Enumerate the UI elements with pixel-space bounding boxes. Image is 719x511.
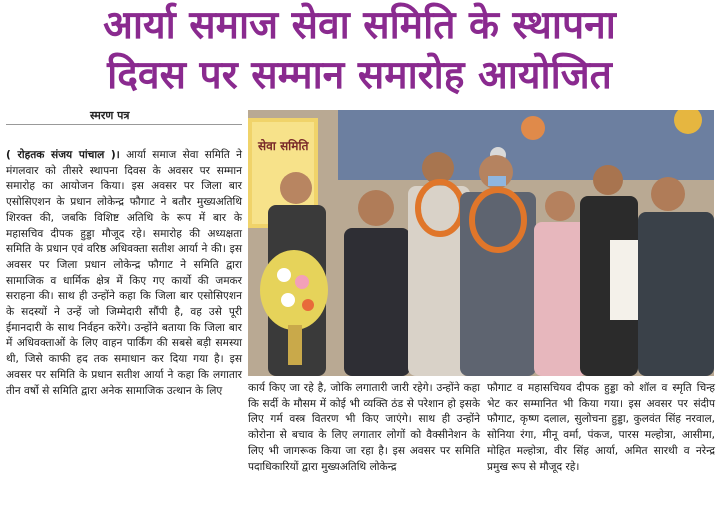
article-column-3 [487, 381, 715, 475]
article-column-1 [6, 148, 242, 399]
section-divider [6, 124, 242, 125]
column-3-text: फौगाट व महासचियव दीपक हुड्डा को शॉल व स्मृति चिन्ह भेट कर सम्मानित भी किया गया। इस अवसर पर संदीप फौगाट, कृष्ण दलाल, सुलोचना हुड्डा, कुलवंत सिंह नरवाल, सोनिया रंगा, मीनू वर्मा, पंकज, पारस मल्होत्रा, आसीमा, मोहित मल्होत्रा, वीर सिंह आर्या, अमित सारथी व नरेन्द्र प्रमुख रूप से मौजूद रहे। [487, 382, 715, 473]
column-1-text: आर्या समाज सेवा समिति ने मंगलवार को तीसरे स्थापना दिवस के अवसर पर सम्मान समारोह का आयोजन किया। इस अवसर पर जिला बार एसोसिएशन के प्रधान लोकेन्द्र फौगाट ने बतौर मुख्यअतिथि शिरक्त की, जबकि विशिष्ट अतिथि के रूप में बार के महासचिव दीपक हुड्डा मौजूद रहे। समारोह की अध्यक्षता समिति के प्रधान एवं वरिष्ठ अधिवक्ता सतीश आर्या ने की। इस अवसर पर जिला प्रधान लोकेन्द्र फौगाट ने समिति द्वारा सामाजिक व धार्मिक क्षेत्र में किए गए कार्यो की जमकर सराहना की। साथ ही उन्होंने कहा कि जिला बार एसोसिएशन के सदस्यों ने उन्हें जो जिम्मेदारी सौंपी है, वह उसे पूरी ईमानदारी के साथ निर्वहन करेंगे। उन्होंने बताया कि जिला बार में अधिवक्ताओं के लिए वाहन पार्किंग की सबसे बड़ी समस्या थी, जिसे काफी हद तक समाधान कर दिया गया है। इस अवसर पर समिति के प्रधान सतीश आर्या ने कहा कि लगातार तीन वर्षो से समिति द्वारा अनेक सामाजिक उत्थान के लिए [6, 149, 242, 397]
byline: ( रोहतक संजय पांचाल )। [6, 149, 120, 161]
photo-banner-text: सेवा समिति [258, 139, 309, 153]
event-photo [248, 110, 714, 376]
column-2-text: कार्य किए जा रहे है, जोकि लगातारी जारी रहेगे। उन्होंने कहा कि सर्दी के मौसम में कोई भी व्यक्ति ठंड से परेशान हो इसके लिए गर्म वस्त्र वितरण भी किए जाएंगे। साथ ही उन्होंने कोरोना से बचाव के लिए लगातार लोगों को वैक्सीनेशन के लिए भी जागरूक किया जा रहा है। इस अवसर पर समिति पदाधिकारियों द्वारा मुख्यअतिथि लोकेन्द्र [248, 382, 480, 473]
headline-line-1: आर्या समाज सेवा समिति के स्थापना [103, 3, 616, 48]
event-photo-illustration [248, 110, 714, 376]
section-label: स्मरण पत्र [90, 109, 130, 122]
article-column-2 [248, 381, 480, 475]
headline-line-2: दिवस पर सम्मान समारोह आयोजित [107, 53, 612, 98]
